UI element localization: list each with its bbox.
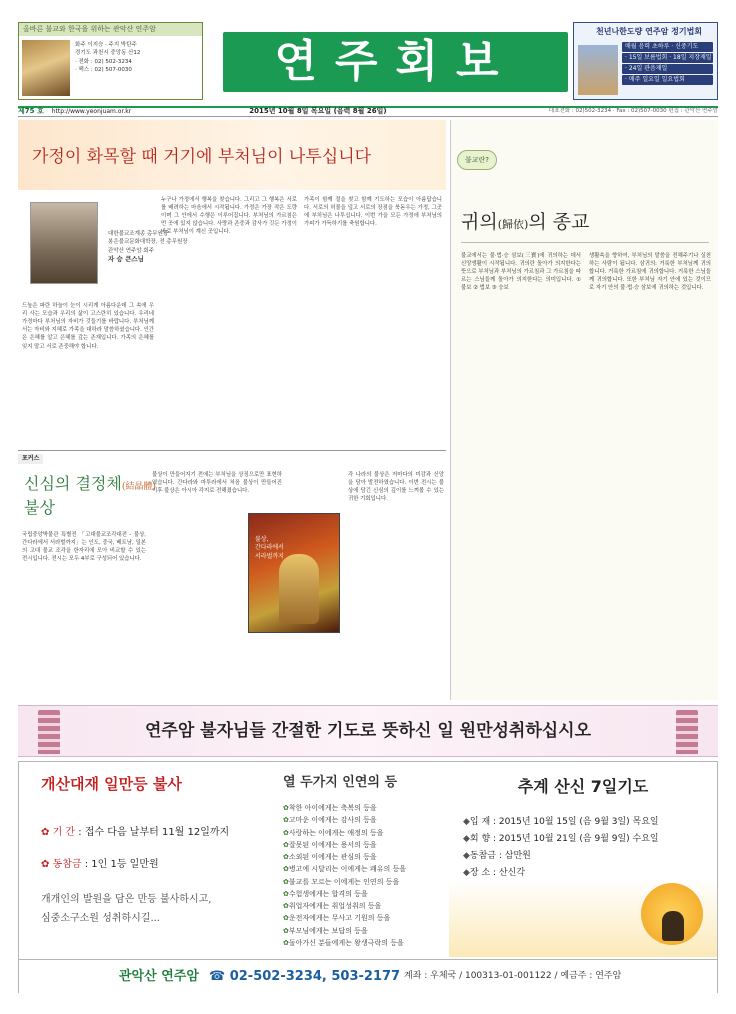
temple-info-line: · 팩스 : 02) 507-0030	[75, 66, 132, 73]
flower-icon: ✿	[41, 827, 53, 838]
divider	[461, 242, 709, 243]
sermon-text: 드높은 파란 하늘이 눈이 시리게 아름다운데 그 속에 우리 사는 모습과 우리의 삶이 고스란히 있습니다. 우리네 가정마다 부처님의 자비가 깃들기를 바랍니다. 부처님께서는 자비와 지혜로 가족을 대하라 말씀하셨습니다. 인간은 은혜를 알고 은혜를 갚는 존재입니다. 가족의 은혜를 잊지 말고 서로 존중해야 합니다.	[22, 303, 154, 350]
column-text: 생활속을 향하여, 부처님의 말씀을 전해주기나 실천하는 사람이 됩니다. 삼귀의: 거룩한 부처님께 귀의합니다. 거룩한 가르침에 귀의합니다. 거룩한 스님들께 귀의합니다. 또한 부처님 자기 안에 있는 것이므로 자기 안의 불·법·승 삼보에 귀의하는 것입니다.	[589, 253, 711, 292]
temple-info-box	[18, 22, 203, 100]
focus-column-2	[152, 471, 282, 507]
twelve-lanterns-notice	[271, 762, 447, 957]
lantern-item: ✿ 착한 아이에게는 축복의 등을	[283, 802, 406, 814]
temple-info-text	[75, 41, 140, 74]
temple-info-tagline: 올바른 불교와 한국을 위하는 관악산 연주암	[19, 23, 202, 36]
flower-icon: ✿	[41, 859, 53, 870]
lantern-item: ✿ 잘못된 이에게는 용서의 등을	[283, 839, 406, 851]
meeting-box-title: 천년나한도량 연주암 정기법회	[596, 27, 703, 36]
column-badge: 불교란?	[457, 150, 497, 170]
masthead-area	[18, 22, 718, 102]
prayer-details	[463, 814, 659, 882]
notices-area	[18, 761, 718, 993]
prayer-detail: ◆ 동참금 : 삼만원	[463, 848, 659, 865]
fee-label: 동참금	[52, 859, 82, 870]
lantern-item: ✿ 운전자에게는 무사고 기원의 등을	[283, 912, 406, 924]
publisher-contact: 대표전화 : 02)502-3234 · Fax : 02)507-0030 편집 : 관악산 연주암	[548, 108, 718, 115]
focus-text: 불상이 만들어지기 전에는 부처님을 상징으로만 표현하였습니다. 간다라와 마투라에서 처음 불상이 만들어진 이후 불상은 아시아 각지로 전해졌습니다.	[152, 472, 282, 495]
column-text-2	[589, 252, 711, 692]
fee-value: 1인 1등 일만원	[91, 859, 159, 870]
sermon-text: 가족이 함께 절을 찾고 함께 기도하는 모습이 아름답습니다. 서로의 허물을 덮고 서로의 장점을 북돋우는 가정, 그곳에 부처님은 나투십니다. 이번 가을 모든 가정에 부처님의 가피가 가득하기를 축원합니다.	[304, 197, 442, 228]
handwritten-line: 개개인의 발원을 담은 만등 불사하시고,	[41, 894, 212, 905]
lantern-item: ✿ 고마운 이에게는 감사의 등을	[283, 814, 406, 826]
buddhism-column	[450, 120, 718, 700]
meeting-schedule-list	[622, 42, 717, 85]
sermon-column-1	[22, 302, 154, 442]
sermon-article	[18, 120, 446, 450]
handwritten-line: 심중소구소원 성취하시길...	[41, 913, 160, 924]
notice-period: ✿ 기 간 : 접수 다음 날부터 11월 12일까지	[41, 827, 230, 838]
notice-handwritten	[41, 890, 211, 928]
mountain-god-prayer-notice	[449, 762, 717, 957]
lantern-item: ✿ 사랑하는 이에게는 애정의 등을	[283, 827, 406, 839]
lantern-item: ✿ 병고에 시달리는 이에게는 쾌유의 등을	[283, 863, 406, 875]
lantern-item: ✿ 소외된 이에게는 관심의 등을	[283, 851, 406, 863]
prayer-detail: ◆ 장 소 : 산신각	[463, 865, 659, 882]
notice-fee: ✿ 동참금 : 1인 1등 일만원	[41, 859, 159, 870]
book-title: 불상, 간다라에서 서라벌까지	[255, 536, 284, 560]
notice-title: 추계 산신 7일기도	[517, 777, 649, 796]
lantern-offering-notice	[19, 762, 267, 957]
author-role: 대한불교조계종 총무원장	[108, 231, 169, 237]
banner-text: 연주암 불자님들 간절한 기도로 뜻하신 일 원만성취하십시오	[144, 721, 592, 741]
notice-title: 열 두가지 인연의 등	[283, 775, 398, 790]
focus-text: 각 나라의 불상은 저마다의 미감과 신앙을 담아 발전하였습니다. 이번 전시는 불상에 담긴 신심의 깊이를 느껴볼 수 있는 귀한 기회입니다.	[348, 472, 444, 503]
exhibition-book-cover	[248, 513, 340, 633]
meeting-schedule-item: · 15일 보름법회 · 18일 지장재일	[622, 53, 713, 63]
column-text: 불교에서는 불·법·승 삼보(三寶)에 귀의하는 데서 신앙생활이 시작됩니다. 귀의란 돌아가 의지한다는 뜻으로 부처님과 부처님의 가르침과 그 가르침을 따르는 스님들께 돌아가 의지한다는 의미입니다. ① 불보 ② 법보 ③ 승보	[461, 253, 581, 292]
sermon-title: 가정이 화목할 때 거기에 부처님이 나투십니다	[32, 147, 372, 167]
column-title-hanja: (歸依)	[497, 218, 529, 231]
focus-column-3	[348, 471, 444, 696]
focus-title-main: 신심의 결정체	[24, 474, 122, 493]
issue-number: 제75 호	[18, 107, 44, 116]
lantern-item: ✿ 돌아가신 분들에게는 왕생극락의 등을	[283, 937, 406, 949]
meeting-schedule-item: 매월 음력 초하루 · 신중기도	[622, 42, 713, 52]
focus-title-hanja: (結晶體)	[121, 482, 156, 492]
meeting-schedule-item: · 매주 일요일 일요법회	[622, 75, 713, 85]
column-title	[461, 210, 589, 236]
temple-photo	[22, 40, 70, 96]
issue-info-bar	[18, 106, 718, 117]
period-label: 기 간	[52, 827, 76, 838]
temple-info-line: · 전화 : 02) 502-3234	[75, 58, 132, 65]
prayer-detail: ◆ 입 재 : 2015년 10월 15일 (음 9월 3일) 목요일	[463, 814, 659, 831]
issue-date: 2015년 10월 8일 목요일 (음력 8월 26일)	[249, 107, 387, 116]
lantern-item: ✿ 취업자에게는 취업성취의 등을	[283, 900, 406, 912]
lantern-list	[283, 802, 406, 949]
notice-title: 개산대재 일만등 불사	[41, 775, 182, 793]
lantern-item: ✿ 불교를 모르는 이에게는 인연의 등을	[283, 876, 406, 888]
sermon-column-3	[304, 196, 442, 444]
footer-contact	[19, 959, 717, 993]
regular-dharma-meeting-box	[573, 22, 718, 100]
sermon-column-2	[161, 196, 297, 444]
focus-title	[24, 473, 156, 495]
column-title-tail: 의 종교	[528, 211, 590, 233]
newspaper-title: 연주회보	[223, 32, 568, 92]
prayer-banner	[18, 705, 718, 757]
focus-text: 국립중앙박물관 특별전 「고대불교조각대전 - 불상, 간다라에서 서라벌까지」는 인도, 중국, 베트남, 일본의 고대 불교 조각을 한자리에 모아 비교할 수 있는 전시입니다. 전시는 모두 4부로 구성되어 있습니다.	[22, 532, 146, 563]
sermon-text: 누구나 가정에서 행복을 찾습니다. 그리고 그 행복은 서로를 배려하는 마음에서 시작됩니다. 가정은 가장 작은 도량이며 그 안에서 수행은 이루어집니다. 부처님의 가르침은 먼 곳에 있지 않습니다. 사랑과 존중과 감사가 깃든 가정이 바로 부처님이 계신 곳입니다.	[161, 197, 297, 236]
author-role: 봉은불교문화대학장, 전 총무원장	[108, 239, 188, 246]
temple-info-line: 화주 이지승 · 주지 박탄주	[75, 42, 137, 48]
temple-info-line: 경기도 과천시 중앙동 산12	[75, 50, 141, 57]
footer-temple-name: 관악산 연주암	[119, 969, 199, 984]
focus-column-1	[22, 531, 146, 696]
meditating-figure-illustration	[662, 911, 684, 941]
focus-subtitle: 불상	[24, 498, 55, 517]
prayer-detail: ◆ 회 향 : 2015년 10월 21일 (음 9월 9일) 수요일	[463, 831, 659, 848]
buddha-statue-image	[279, 554, 319, 624]
meeting-schedule-item: · 24일 관음재일	[622, 64, 713, 74]
author-name: 자 승 큰스님	[108, 254, 144, 263]
sermon-header-bg	[18, 120, 446, 190]
lantern-item: ✿ 부모님에게는 보답의 등을	[283, 925, 406, 937]
footer-phone: ☎ 02-502-3234, 503-2177	[209, 969, 401, 984]
footer-bank-account: 계좌 : 우체국 / 100313-01-001122 / 예금주 : 연주암	[404, 971, 622, 981]
author-role: 관악산 연주암 회주	[108, 247, 155, 254]
website-link[interactable]: http://www.yeonjuam.or.kr	[51, 107, 132, 115]
meeting-photo	[578, 45, 618, 95]
column-title-main: 귀의	[461, 211, 498, 233]
monk-portrait	[30, 202, 98, 284]
period-value: 접수 다음 날부터 11월 12일까지	[84, 827, 230, 838]
focus-tag: 포커스	[18, 454, 43, 464]
focus-article	[18, 450, 446, 700]
lantern-item: ✿ 수험생에게는 합격의 등을	[283, 888, 406, 900]
column-text-1	[461, 252, 581, 692]
